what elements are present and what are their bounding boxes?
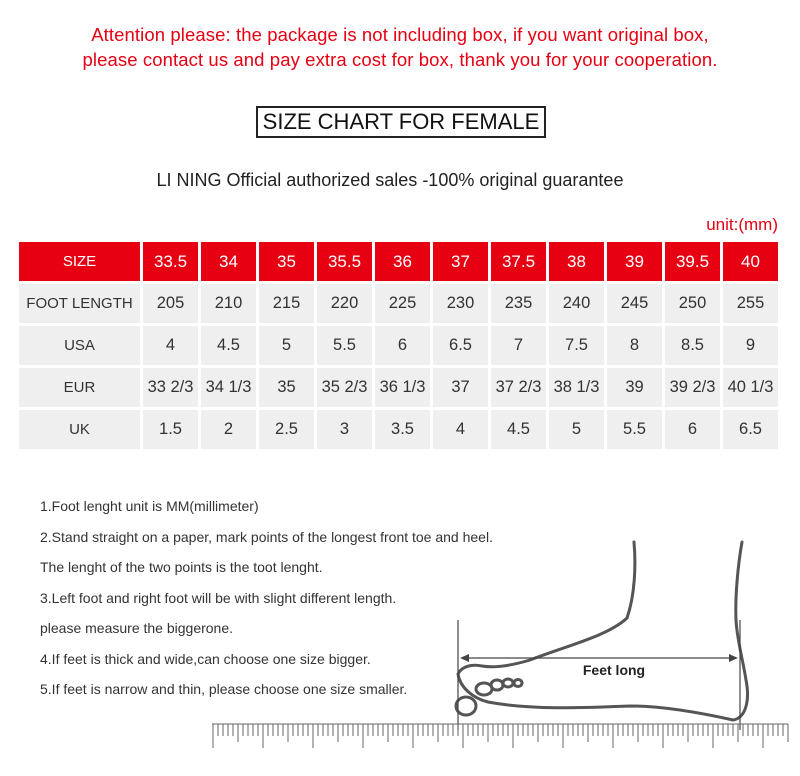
- table-cell: 7.5: [549, 326, 604, 365]
- table-cell: 39 2/3: [665, 368, 720, 407]
- table-row: [19, 410, 778, 449]
- page-title: SIZE CHART FOR FEMALE: [256, 106, 546, 138]
- note-1: 1.Foot lenght unit is MM(millimeter): [40, 498, 259, 514]
- size-cell: 39: [607, 242, 662, 281]
- table-row: [19, 368, 778, 407]
- table-cell: 6.5: [723, 410, 778, 449]
- table-cell: 35 2/3: [317, 368, 372, 407]
- table-cell: 235: [491, 284, 546, 323]
- table-cell: 39: [607, 368, 662, 407]
- note-3: The lenght of the two points is the toot lenght.: [40, 559, 323, 575]
- table-cell: 2.5: [259, 410, 314, 449]
- table-cell: 37: [433, 368, 488, 407]
- table-cell: 6: [665, 410, 720, 449]
- table-cell: 33 2/3: [143, 368, 198, 407]
- size-cell: 33.5: [143, 242, 198, 281]
- row-label: USA: [19, 326, 140, 365]
- row-label: EUR: [19, 368, 140, 407]
- table-row: [19, 326, 778, 365]
- table-cell: 38 1/3: [549, 368, 604, 407]
- table-cell: 5: [549, 410, 604, 449]
- notice-line-2: please contact us and pay extra cost for box, thank you for your cooperation.: [82, 49, 718, 70]
- table-cell: 36 1/3: [375, 368, 430, 407]
- size-cell: 35: [259, 242, 314, 281]
- table-cell: 4: [433, 410, 488, 449]
- row-label: SIZE: [19, 242, 140, 281]
- row-label: UK: [19, 410, 140, 449]
- size-cell: 37.5: [491, 242, 546, 281]
- subtitle: LI NING Official authorized sales -100% original guarantee: [156, 170, 624, 190]
- unit-label: unit:(mm): [706, 215, 778, 234]
- table-cell: 8: [607, 326, 662, 365]
- table-cell: 6.5: [433, 326, 488, 365]
- note-2: 2.Stand straight on a paper, mark points of the longest front toe and heel.: [40, 528, 493, 545]
- table-cell: 3: [317, 410, 372, 449]
- notice: [0, 22, 800, 72]
- table-cell: 3.5: [375, 410, 430, 449]
- size-cell: 34: [201, 242, 256, 281]
- table-cell: 1.5: [143, 410, 198, 449]
- table-cell: 37 2/3: [491, 368, 546, 407]
- note-6: 4.If feet is thick and wide,can choose one size bigger.: [40, 650, 371, 667]
- table-cell: 205: [143, 284, 198, 323]
- feet-long-label: Feet long: [582, 662, 646, 678]
- note-5: please measure the biggerone.: [40, 620, 234, 636]
- table-cell: 7: [491, 326, 546, 365]
- foot-outline-icon: [456, 542, 747, 720]
- table-cell: 5.5: [317, 326, 372, 365]
- table-row: [19, 284, 778, 323]
- table-cell: 255: [723, 284, 778, 323]
- size-cell: 35.5: [317, 242, 372, 281]
- table-cell: 35: [259, 368, 314, 407]
- table-cell: 34 1/3: [201, 368, 256, 407]
- table-cell: 220: [317, 284, 372, 323]
- table-cell: 210: [201, 284, 256, 323]
- table-cell: 4.5: [491, 410, 546, 449]
- table-cell: 5.5: [607, 410, 662, 449]
- table-cell: 215: [259, 284, 314, 323]
- note-7: 5.If feet is narrow and thin, please choose one size smaller.: [40, 681, 408, 697]
- size-cell: 38: [549, 242, 604, 281]
- size-header-row: [19, 242, 778, 281]
- table-cell: 5: [259, 326, 314, 365]
- note-4: 3.Left foot and right foot will be with slight different length.: [40, 589, 397, 606]
- ruler-icon: [212, 724, 788, 748]
- size-chart-table: [16, 239, 781, 452]
- table-cell: 245: [607, 284, 662, 323]
- table-cell: 225: [375, 284, 430, 323]
- size-cell: 39.5: [665, 242, 720, 281]
- table-cell: 240: [549, 284, 604, 323]
- table-cell: 40 1/3: [723, 368, 778, 407]
- row-label: FOOT LENGTH: [19, 284, 140, 323]
- table-cell: 6: [375, 326, 430, 365]
- table-cell: 8.5: [665, 326, 720, 365]
- table-cell: 2: [201, 410, 256, 449]
- table-cell: 250: [665, 284, 720, 323]
- table-cell: 230: [433, 284, 488, 323]
- foot-measure-diagram: [210, 540, 790, 770]
- table-cell: 4.5: [201, 326, 256, 365]
- table-cell: 9: [723, 326, 778, 365]
- notice-line-1: Attention please: the package is not including box, if you want original box,: [91, 24, 709, 45]
- size-cell: 40: [723, 242, 778, 281]
- size-cell: 37: [433, 242, 488, 281]
- size-cell: 36: [375, 242, 430, 281]
- table-cell: 4: [143, 326, 198, 365]
